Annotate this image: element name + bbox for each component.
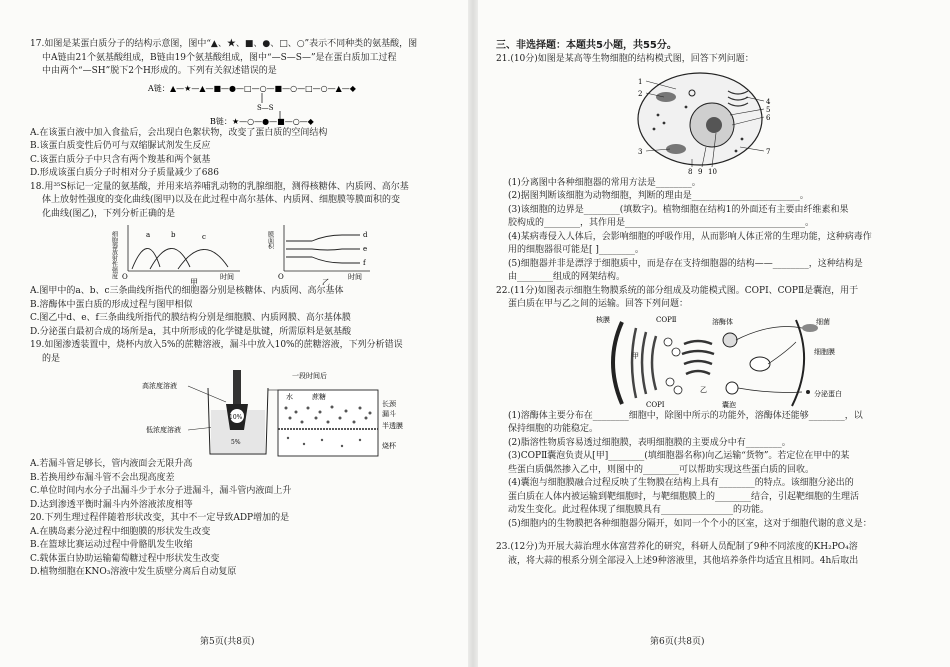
q19-line2: 的是 (42, 353, 61, 364)
q20-option-d: D.植物细胞在KNO₃溶液中发生质壁分离后自动复原 (30, 567, 237, 577)
q18-option-c: C.图乙中d、e、f三条曲线所指代的膜结构分别是细胞膜、内质网膜、高尔基体膜 (30, 313, 351, 323)
transport-arrows (736, 326, 802, 392)
label-nuclear-envelope: 核膜 (596, 315, 610, 324)
q18-option-d: D.分泌蛋白最初合成的场所是a，其中所形成的化学键是肽键，所需原料是氨基酸 (30, 326, 352, 337)
q22-sub1a: (1)溶酶体主要分布在________细胞中，除图中所示的功能外，溶酶体还能够________，以 (508, 410, 863, 421)
q17-figure (30, 79, 445, 127)
label-water: 水 (286, 393, 293, 401)
graph-b-origin: O (278, 273, 284, 281)
er-membranes (632, 328, 656, 398)
nuclear-envelope (613, 322, 622, 404)
label-5pct: 5% (231, 439, 241, 446)
q19-figure (30, 366, 445, 458)
secreted-protein (806, 390, 810, 394)
ss-bond-label: S—S (257, 103, 274, 112)
curve-d (286, 235, 360, 241)
chain-a-label: A链： (148, 83, 170, 93)
cell-label-9: 9 (698, 167, 703, 176)
q19-line1: 19.如图渗透装置中，烧杯内放入5%的蔗糖溶液，漏斗中放入10%的蔗糖溶液，下列分析错误 (30, 340, 403, 350)
q20-line1: 20.下列生理过程伴随着形状改变，其中不一定导致ADP增加的是 (30, 513, 290, 523)
q20-option-c: C.载体蛋白协助运输葡萄糖过程中形状发生改变 (30, 553, 220, 564)
q23-line2: 液，将大蒜的根系分别全部浸入上述9种溶液里，其他培养条件均适宜且相同。4h后取出 (508, 555, 859, 566)
q21-sub4a: (4)某病毒侵入人体后，会影响细胞的呼吸作用，从而影响人体正常的生理功能，这种病毒作 (508, 231, 872, 242)
q23-line1: 23.(12分)为开展大蒜治理水体富营养化的研究，科研人员配制了9种不同浓度的KH₂PO₄溶 (496, 542, 858, 552)
graph-a-xlabel: 时间 (220, 273, 234, 281)
label-10pct: 10% (229, 414, 243, 421)
cell-label-2: 2 (638, 89, 643, 98)
chain-b-symbols (232, 117, 315, 126)
mitochondrion-1 (656, 92, 676, 102)
q17-line2: 中A链由21个氨基酸组成，B链由19个氨基酸组成，图中“—S—S—”是在蛋白质加工过程 (42, 52, 397, 63)
q22-line2: 蛋白质在甲与乙之间的运输。回答下列问题： (508, 299, 689, 309)
label-sugar: 蔗糖 (312, 393, 326, 401)
label-copii: COPⅡ (656, 315, 677, 324)
q22-sub1b: 保持细胞的功能稳定。 (508, 424, 599, 434)
radioactivity-graphs (30, 221, 445, 285)
label-after: 一段时间后 (292, 372, 327, 380)
q19-option-b: B.若换用纱布漏斗管不会出现高度差 (30, 472, 175, 483)
q17-option-a: A.在该蛋白液中加入食盐后，会出现白色絮状物，改变了蛋白质的空间结构 (30, 127, 328, 138)
question-21 (496, 53, 916, 285)
osmosis-apparatus (30, 366, 445, 458)
q21-sub3b: 胶构成的________，其作用是________________________________________。 (508, 218, 815, 228)
question-19 (30, 339, 445, 512)
label-high-conc: 高浓度溶液 (142, 382, 177, 390)
q21-sub2: (2)据图判断该细胞为动物细胞，判断的理由是________________________。 (508, 191, 809, 201)
cell-label-8: 8 (688, 167, 693, 176)
label-low-conc: 低浓度溶液 (146, 426, 181, 434)
protein-chain-diagram (30, 79, 445, 127)
right-page (496, 38, 916, 568)
membrane-system-diagram (496, 312, 916, 410)
chain-a-symbols (170, 84, 357, 93)
label-copi: COPⅠ (646, 400, 665, 409)
svg-text:▲—★—▲—■—●—□—○—■—○—□—○—▲—◆: ▲—★—▲—■—●—□—○—■—○—□—○—▲—◆ (170, 83, 356, 93)
label-a: a (146, 231, 151, 239)
q22-sub4b: 蛋白质在人体内被运输到靶细胞时，与靶细胞膜上的________结合，引起靶细胞的生理活 (508, 491, 860, 502)
q17-line3: 中由两个“—SH”脱下2个H形成的。下列有关叙述错误的是 (42, 66, 277, 76)
label-funnel: 漏斗 (382, 410, 396, 418)
pointer-high (188, 386, 226, 402)
graph-a-origin: O (122, 273, 128, 281)
golgi-stack (682, 341, 714, 374)
q18-line2: 体上放射性强度的变化曲线(图甲)以及在此过程中高尔基体、内质网、细胞膜等膜面积的变 (42, 195, 401, 205)
graph-a-ylabel: 细胞器放射性强度 (110, 231, 118, 279)
curve-e (286, 249, 360, 250)
lysosome (723, 333, 737, 347)
right-page-footer: 第6页(共8页) (650, 637, 705, 647)
q22-figure (496, 312, 916, 410)
graph-b-caption: 乙 (322, 278, 330, 285)
q21-figure (496, 67, 916, 177)
q22-sub4a: (4)囊泡与细胞膜融合过程反映了生物膜在结构上具有________的特点。该细胞分泌出的 (508, 478, 854, 488)
copi-vesicles (666, 378, 682, 394)
question-20 (30, 512, 445, 580)
label-f: f (363, 259, 366, 267)
label-membrane: 半透膜 (382, 422, 403, 430)
q19-option-d: D.达到渗透平衡时漏斗内外溶液浓度相等 (30, 499, 193, 510)
label-secretory-protein: 分泌蛋白 (814, 389, 842, 398)
label-jia: 甲 (632, 351, 639, 360)
q22-sub3b: 些蛋白质偶然掺入乙中，则图中的________可以帮助实现这些蛋白质的回收。 (508, 464, 815, 475)
secretory-vesicle (726, 382, 738, 394)
section-heading: 三、非选择题：本题共5小题，共55分。 (496, 40, 677, 51)
q17-option-c: C.该蛋白质分子中只含有两个羧基和两个氨基 (30, 154, 211, 165)
graph-a-caption: 甲 (190, 278, 198, 285)
curve-c (178, 249, 228, 269)
svg-text:★—○—●—■—○—◆: ★—○—●—■—○—◆ (232, 116, 314, 126)
animal-cell-diagram (496, 67, 916, 177)
q20-option-b: B.在篮球比赛运动过程中骨骼肌发生收缩 (30, 540, 193, 550)
funnel-tube (233, 370, 241, 404)
cell-label-1: 1 (638, 77, 643, 86)
graph-b-xlabel: 时间 (348, 273, 362, 281)
q18-line1: 18.用³⁵S标记一定量的氨基酸，并用来培养哺乳动物的乳腺细胞，测得核糖体、内质网、高尔基 (30, 181, 409, 192)
curve-f (286, 257, 360, 263)
cell-label-4: 4 (766, 97, 771, 106)
label-cell-membrane: 细胞膜 (814, 347, 835, 356)
q22-line1: 22.(11分)如图表示细胞生物膜系统的部分组成及功能模式图。COPⅠ、COPⅡ是囊泡，用于 (496, 285, 859, 296)
question-18 (30, 181, 445, 340)
question-17 (30, 38, 445, 181)
q17-line1: 17.如图是某蛋白质分子的结构示意图，图中“▲、★、■、●、□、○”表示不同种类的氨基酸，图 (30, 39, 418, 49)
q18-line3: 化曲线(图乙)，下列分析正确的是 (42, 208, 176, 219)
chain-b-label: B链： (210, 116, 232, 126)
cell-label-7: 7 (766, 147, 771, 156)
cell-label-10: 10 (708, 167, 717, 176)
label-d: d (363, 231, 368, 239)
q22-sub4c: 动发生变化。此过程体现了细胞膜具有________________的功能。 (508, 505, 770, 515)
label-c: c (202, 233, 206, 241)
q21-sub5b: 由________组成的网架结构。 (508, 272, 626, 282)
q17-option-b: B.该蛋白质变性后仍可与双缩脲试剂发生反应 (30, 141, 211, 151)
q22-sub2: (2)脂溶性物质容易透过细胞膜，表明细胞膜的主要成分中有________。 (508, 437, 791, 448)
cell-label-3: 3 (638, 147, 643, 156)
question-23 (496, 541, 916, 568)
label-neck: 长颈 (382, 400, 396, 408)
cell-label-6: 6 (766, 113, 771, 122)
phagosome (750, 357, 770, 371)
label-b: b (171, 231, 176, 239)
q20-option-a: A.在胰岛素分泌过程中细胞膜的形状发生改变 (30, 526, 211, 537)
q21-sub4b: 用的细胞器很可能是[ ]________。 (508, 245, 644, 255)
label-e: e (363, 245, 368, 253)
q18-option-a: A.图甲中的a、b、c三条曲线所指代的细胞器分别是核糖体、内质网、高尔基体 (30, 286, 344, 296)
q21-sub5a: (5)细胞器并非是漂浮于细胞质中，而是存在支持细胞器的结构——________，这种结构是 (508, 258, 863, 269)
label-lysosome: 溶酶体 (712, 317, 733, 326)
q17-option-d: D.形成该蛋白质分子时相对分子质量减少了686 (30, 168, 219, 178)
label-bacteria: 细菌 (816, 317, 830, 326)
q19-option-c: C.单位时间内水分子出漏斗少于水分子进漏斗，漏斗管内液面上升 (30, 486, 292, 496)
q22-sub3a: (3)COPⅡ囊泡负责从[甲]________(填细胞器名称)向乙运输“货物”。若定位在甲中的某 (508, 451, 850, 461)
label-beaker: 烧杯 (382, 442, 396, 450)
q22-sub5: (5)细胞内的生物膜把各种细胞器分隔开，如同一个个小的区室，这对于细胞代谢的意义是： (508, 518, 872, 529)
copii-vesicles (664, 338, 680, 356)
curve-a (132, 248, 160, 269)
curve-b (150, 248, 190, 269)
q18-figure (30, 221, 445, 285)
q21-sub3a: (3)该细胞的边界是________(填数字)。植物细胞在结构1的外面还有主要由纤维素和果 (508, 204, 849, 215)
plasma-membrane (792, 320, 804, 406)
left-page (30, 38, 445, 580)
nucleolus (706, 117, 722, 133)
page-fold (468, 0, 478, 667)
cell-label-5: 5 (766, 105, 771, 114)
graph-b-ylabel: 膜面积 (266, 231, 274, 249)
q21-line1: 21.(10分)如图是某高等生物细胞的结构模式图，回答下列问题： (496, 54, 754, 64)
label-vesicle: 囊泡 (722, 400, 736, 409)
q18-option-b: B.溶酶体中蛋白质的形成过程与图甲相似 (30, 299, 193, 310)
left-page-footer: 第5页(共8页) (200, 637, 255, 647)
question-22 (496, 285, 916, 532)
q21-sub1: (1)分离图中各种细胞器的常用方法是________。 (508, 177, 701, 188)
q19-option-a: A.若漏斗管足够长，管内液面会无限升高 (30, 459, 193, 469)
label-yi: 乙 (700, 385, 707, 394)
